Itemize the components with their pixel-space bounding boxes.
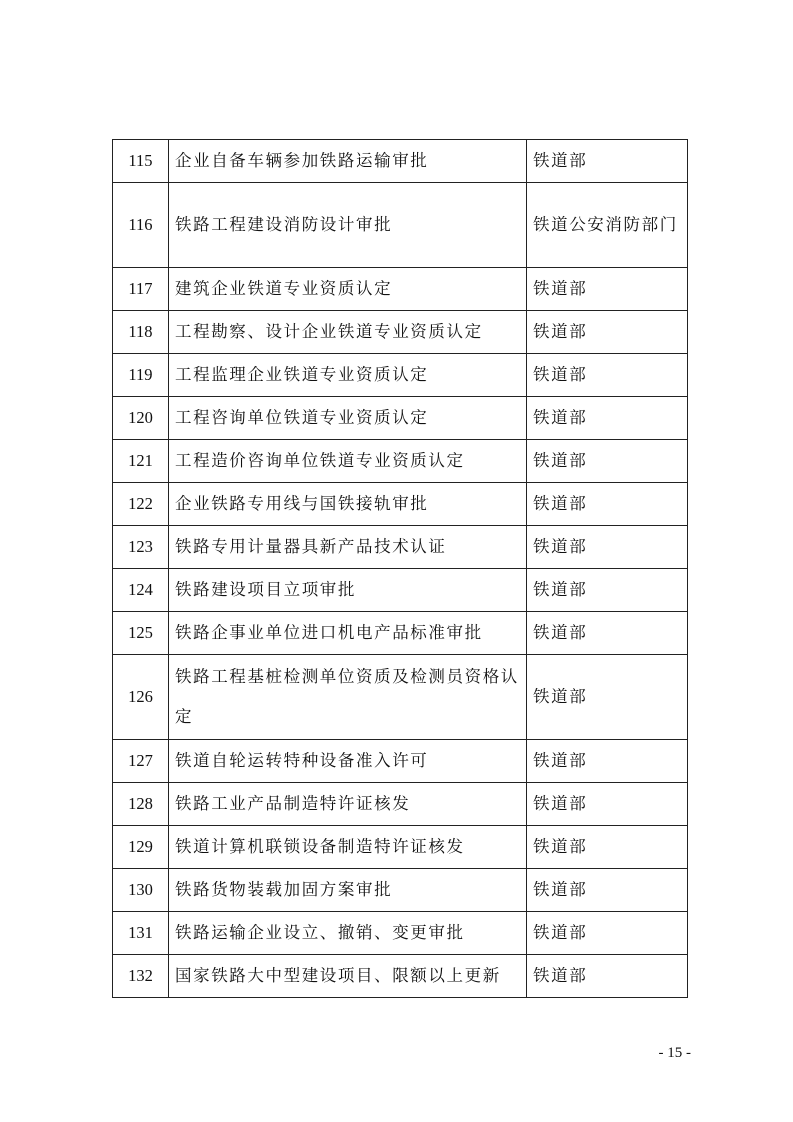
row-number: 119 (113, 354, 169, 397)
row-number: 132 (113, 955, 169, 998)
row-number: 128 (113, 783, 169, 826)
responsible-department: 铁道部 (527, 526, 688, 569)
responsible-department: 铁道部 (527, 483, 688, 526)
table-row (113, 268, 688, 311)
table-row (113, 912, 688, 955)
approval-item-name: 铁路工程基桩检测单位资质及检测员资格认定 (169, 655, 527, 740)
row-number: 123 (113, 526, 169, 569)
responsible-department: 铁道部 (527, 612, 688, 655)
responsible-department: 铁道部 (527, 569, 688, 612)
approval-item-name: 国家铁路大中型建设项目、限额以上更新 (169, 955, 527, 998)
row-number: 130 (113, 869, 169, 912)
page-number: - 15 - (658, 1045, 691, 1061)
table-row (113, 440, 688, 483)
approval-item-name: 铁道计算机联锁设备制造特许证核发 (169, 826, 527, 869)
row-number: 127 (113, 740, 169, 783)
approval-item-name: 铁路运输企业设立、撤销、变更审批 (169, 912, 527, 955)
approval-item-name: 铁路建设项目立项审批 (169, 569, 527, 612)
approval-item-name: 工程咨询单位铁道专业资质认定 (169, 397, 527, 440)
row-number: 122 (113, 483, 169, 526)
row-number: 118 (113, 311, 169, 354)
approval-item-name: 铁路工程建设消防设计审批 (169, 183, 527, 268)
responsible-department: 铁道部 (527, 826, 688, 869)
responsible-department: 铁道部 (527, 912, 688, 955)
responsible-department: 铁道部 (527, 354, 688, 397)
row-number: 129 (113, 826, 169, 869)
approval-item-name: 企业铁路专用线与国铁接轨审批 (169, 483, 527, 526)
responsible-department: 铁道公安消防部门 (527, 183, 688, 268)
row-number: 125 (113, 612, 169, 655)
approval-item-name: 铁路企事业单位进口机电产品标准审批 (169, 612, 527, 655)
responsible-department: 铁道部 (527, 311, 688, 354)
row-number: 121 (113, 440, 169, 483)
table-row (113, 526, 688, 569)
approval-item-name: 企业自备车辆参加铁路运输审批 (169, 140, 527, 183)
responsible-department: 铁道部 (527, 955, 688, 998)
table-row (113, 740, 688, 783)
approval-items-table-container (112, 139, 688, 998)
responsible-department: 铁道部 (527, 655, 688, 740)
table-row (113, 955, 688, 998)
table-row (113, 183, 688, 268)
responsible-department: 铁道部 (527, 740, 688, 783)
approval-item-name: 工程造价咨询单位铁道专业资质认定 (169, 440, 527, 483)
row-number: 115 (113, 140, 169, 183)
responsible-department: 铁道部 (527, 440, 688, 483)
table-row (113, 397, 688, 440)
table-row (113, 869, 688, 912)
table-row (113, 311, 688, 354)
table-row (113, 569, 688, 612)
table-row (113, 655, 688, 740)
table-row (113, 140, 688, 183)
row-number: 124 (113, 569, 169, 612)
approval-item-name: 工程勘察、设计企业铁道专业资质认定 (169, 311, 527, 354)
approval-items-table (112, 139, 688, 998)
row-number: 116 (113, 183, 169, 268)
responsible-department: 铁道部 (527, 869, 688, 912)
responsible-department: 铁道部 (527, 268, 688, 311)
table-row (113, 826, 688, 869)
approval-item-name: 工程监理企业铁道专业资质认定 (169, 354, 527, 397)
approval-item-name: 铁路货物装载加固方案审批 (169, 869, 527, 912)
responsible-department: 铁道部 (527, 140, 688, 183)
table-row (113, 354, 688, 397)
row-number: 131 (113, 912, 169, 955)
table-row (113, 783, 688, 826)
table-row (113, 612, 688, 655)
responsible-department: 铁道部 (527, 397, 688, 440)
row-number: 126 (113, 655, 169, 740)
approval-item-name: 铁道自轮运转特种设备准入许可 (169, 740, 527, 783)
approval-item-name: 铁路专用计量器具新产品技术认证 (169, 526, 527, 569)
approval-item-name: 建筑企业铁道专业资质认定 (169, 268, 527, 311)
responsible-department: 铁道部 (527, 783, 688, 826)
table-row (113, 483, 688, 526)
row-number: 120 (113, 397, 169, 440)
approval-item-name: 铁路工业产品制造特许证核发 (169, 783, 527, 826)
row-number: 117 (113, 268, 169, 311)
